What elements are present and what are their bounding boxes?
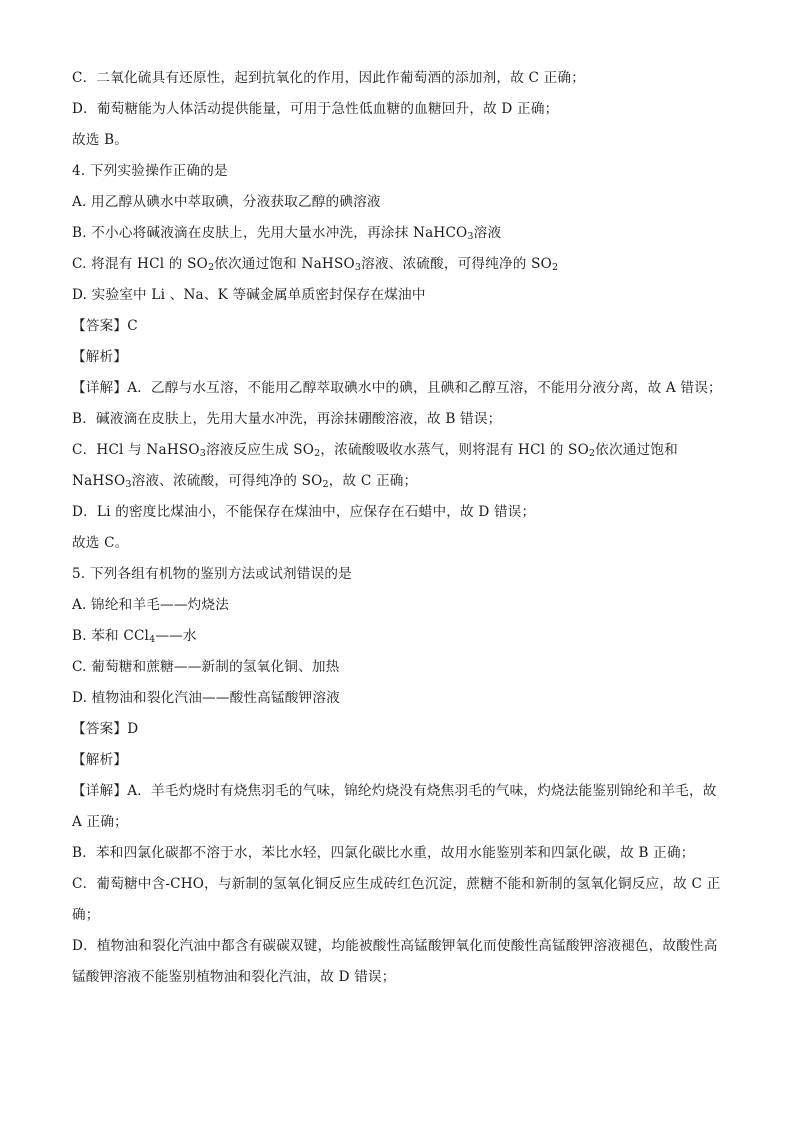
q5-detail-b: B．苯和四氯化碳都不溶于水，苯比水轻，四氯化碳比水重，故用水能鉴别苯和四氯化碳，故 B 正确；: [72, 845, 695, 861]
q5-option-d: D. 植物油和裂化汽油——酸性高锰酸钾溶液: [72, 690, 340, 706]
q5-answer: 【答案】D: [72, 721, 139, 737]
q4-conclusion: 故选 C。: [72, 535, 129, 551]
prev-option-d-explanation: D．葡萄糖能为人体活动提供能量，可用于急性低血糖的血糖回升，故 D 正确；: [72, 101, 559, 117]
q4-option-d: D. 实验室中 Li 、Na、K 等碱金属单质密封保存在煤油中: [72, 287, 426, 303]
q5-option-b: B. 苯和 CCl$_4$——水: [72, 628, 197, 645]
q5-stem: 5. 下列各组有机物的鉴别方法或试剂错误的是: [72, 566, 352, 582]
q4-detail-d: D．Li 的密度比煤油小，不能保存在煤油中，应保存在石蜡中，故 D 错误；: [72, 504, 536, 520]
q4-analysis-heading: 【解析】: [72, 349, 128, 365]
q5-detail-c: C．葡萄糖中含-CHO，与新制的氢氧化铜反应生成砖红色沉淀，蔗糖不能和新制的氢氧化铜反应，故 C 正确；: [72, 876, 721, 923]
q5-detail-d: D．植物油和裂化汽油中都含有碳碳双键，均能被酸性高锰酸钾氧化而使酸性高锰酸钾溶液褪色，故酸性高锰酸钾溶液不能鉴别植物油和裂化汽油，故 D 错误；: [72, 938, 718, 985]
q4-detail-a: 【详解】A．乙醇与水互溶，不能用乙醇萃取碘水中的碘，且碘和乙醇互溶，不能用分液分离，故 A 错误；: [72, 380, 722, 396]
q4-option-b: B. 不小心将碱液滴在皮肤上，先用大量水冲洗，再涂抹 NaHCO$_3$溶液: [72, 225, 502, 242]
q4-detail-c: C．HCl 与 NaHSO$_3$溶液反应生成 $SO_2$，浓硫酸吸收水蒸气，则将混有 HCl 的 $SO_2$依次通过饱和 NaHSO$_3$溶液、浓硫酸，可得纯净的 $SO_2$，故 C 正确；: [72, 442, 678, 490]
prev-option-c-explanation: C．二氧化硫具有还原性，起到抗氧化的作用，因此作葡萄酒的添加剂，故 C 正确；: [72, 70, 586, 86]
q4-stem: 4. 下列实验操作正确的是: [72, 163, 228, 179]
q4-detail-b: B．碱液滴在皮肤上，先用大量水冲洗，再涂抹硼酸溶液，故 B 错误；: [72, 411, 502, 427]
prev-conclusion: 故选 B。: [72, 132, 129, 148]
q4-option-c: C. 将混有 HCl 的 $SO_2$依次通过饱和 NaHSO$_3$溶液、浓硫酸，可得纯净的 $SO_2$: [72, 256, 559, 273]
q5-analysis-heading: 【解析】: [72, 752, 128, 768]
q4-option-a: A. 用乙醇从碘水中萃取碘，分液获取乙醇的碘溶液: [72, 194, 381, 210]
q5-option-c: C. 葡萄糖和蔗糖——新制的氢氧化铜、加热: [72, 659, 340, 675]
q4-answer: 【答案】C: [72, 318, 138, 334]
q5-detail-a: 【详解】A．羊毛灼烧时有烧焦羽毛的气味，锦纶灼烧没有烧焦羽毛的气味，灼烧法能鉴别锦纶和羊毛，故 A 正确；: [72, 783, 717, 830]
document-page: [72, 63, 722, 993]
q5-option-a: A. 锦纶和羊毛——灼烧法: [72, 597, 229, 613]
